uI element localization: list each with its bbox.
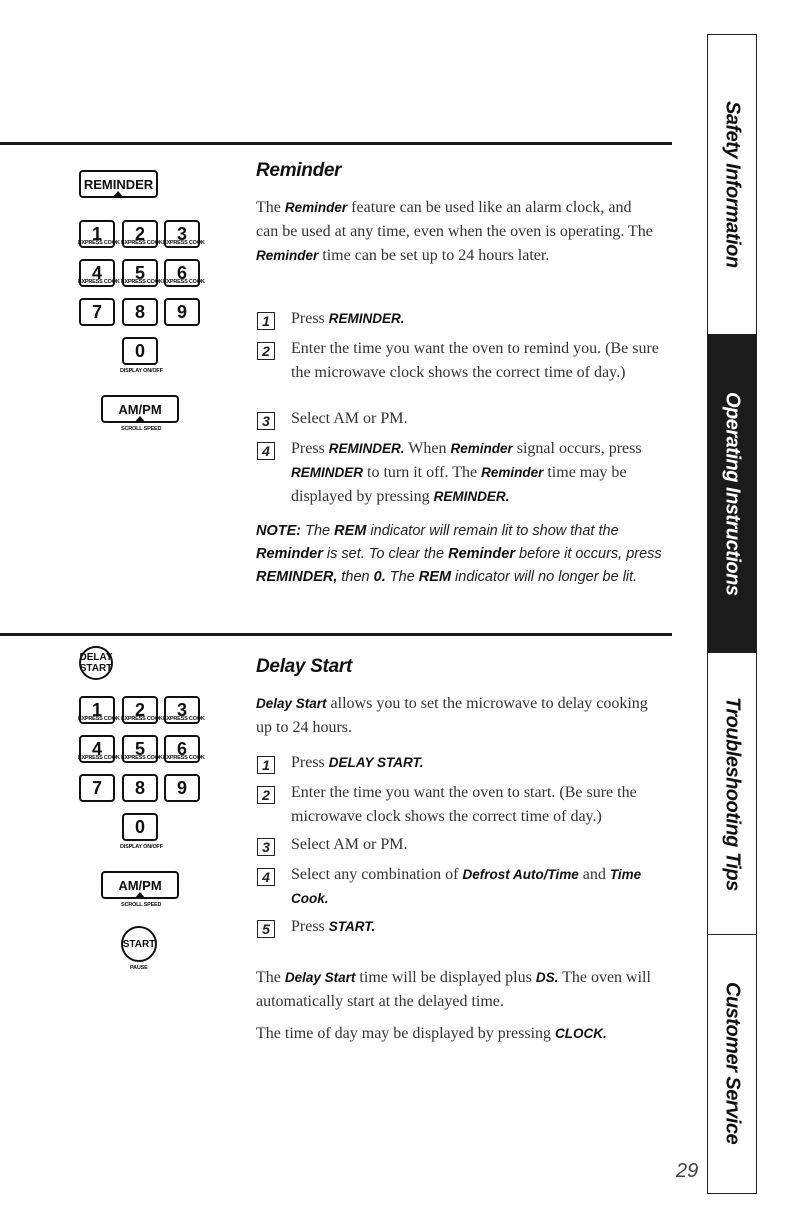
text-run: The time of day may be displayed by pressing (256, 1025, 556, 1042)
scroll-speed-label: SCROLL SPEED (121, 426, 162, 432)
emphasis-term: REMINDER. (328, 441, 405, 456)
digit-key-0[interactable]: 0 (122, 813, 158, 841)
text-run: The oven will automatically start at the delayed time. (256, 969, 651, 1010)
emphasis-term: Delay Start (284, 970, 356, 985)
emphasis-term: Reminder (284, 200, 348, 215)
digit-key-2[interactable]: 2 (122, 696, 158, 724)
am-pm-key[interactable]: AM/PM (101, 871, 179, 899)
text-run: The (256, 969, 285, 986)
express-cook-label: EXPRESS COOK (121, 755, 163, 761)
express-cook-label: EXPRESS COOK (78, 279, 120, 285)
express-cook-label: EXPRESS COOK (78, 716, 120, 722)
text-run: Press (291, 440, 329, 457)
text-run: Press (291, 918, 329, 935)
reminder-heading: Reminder (256, 160, 342, 181)
delay-step-5 (291, 915, 671, 939)
delay-start-display-paragraph (256, 966, 666, 1014)
express-cook-label: EXPRESS COOK (78, 755, 120, 761)
digit-key-0[interactable]: 0 (122, 337, 158, 365)
emphasis-term: Time Cook. (291, 867, 642, 906)
text-run: The (256, 199, 285, 216)
emphasis-term: 0. (373, 569, 386, 585)
emphasis-term: Reminder (256, 248, 319, 263)
emphasis-term: Defrost Auto/Time (462, 867, 579, 882)
emphasis-term: Delay Start (256, 696, 327, 711)
emphasis-term: REMINDER. (433, 489, 510, 504)
step-number-icon: 2 (257, 786, 275, 804)
digit-key-6[interactable]: 6 (164, 259, 200, 287)
section-divider-middle (0, 633, 672, 636)
emphasis-term: START. (328, 919, 376, 934)
delay-step-1 (291, 751, 671, 775)
text-run: The (385, 569, 419, 585)
emphasis-term: REMINDER, (256, 569, 338, 585)
step-number-icon: 2 (257, 342, 275, 360)
key-indicator-icon (134, 892, 146, 899)
digit-key-8[interactable]: 8 (122, 298, 158, 326)
section-tabs (707, 34, 757, 1194)
text-run: feature can be used like an alarm clock, and can be used at any time, even when the oven is operating. The (256, 199, 653, 240)
text-run: Select any combination of (291, 866, 463, 883)
text-run: before it occurs, press (514, 546, 662, 562)
emphasis-term: REM (334, 523, 367, 539)
text-run: time will be displayed plus (355, 969, 536, 986)
express-cook-label: EXPRESS COOK (78, 240, 120, 246)
digit-key-9[interactable]: 9 (164, 298, 200, 326)
digit-key-4[interactable]: 4 (79, 259, 115, 287)
digit-key-4[interactable]: 4 (79, 735, 115, 763)
step-number-icon: 3 (257, 838, 275, 856)
tab-safety-information[interactable]: Safety Information (708, 35, 756, 335)
reminder-step-2 (291, 337, 671, 385)
step-number-icon: 1 (257, 312, 275, 330)
express-cook-label: EXPRESS COOK (163, 240, 205, 246)
text-run: Press (291, 754, 329, 771)
emphasis-term: CLOCK. (555, 1026, 607, 1041)
emphasis-term: REM (418, 569, 452, 585)
step-number-icon: 5 (257, 920, 275, 938)
text-run: When (404, 440, 451, 457)
text-run: and (578, 866, 610, 883)
reminder-note (256, 520, 666, 589)
delay-step-3 (291, 833, 671, 857)
text-run: Select AM or PM. (291, 836, 408, 853)
digit-key-6[interactable]: 6 (164, 735, 200, 763)
digit-key-5[interactable]: 5 (122, 735, 158, 763)
express-cook-label: EXPRESS COOK (163, 716, 205, 722)
section-divider-top (0, 142, 672, 145)
digit-key-7[interactable]: 7 (79, 774, 115, 802)
text-run: signal occurs, press (512, 440, 642, 457)
delay-step-2 (291, 781, 681, 829)
reminder-step-3 (291, 407, 671, 431)
text-run: indicator will no longer be lit. (451, 569, 638, 585)
display-on-off-label: DISPLAY ON/OFF (120, 368, 163, 374)
clock-display-paragraph (256, 1022, 666, 1046)
digit-key-5[interactable]: 5 (122, 259, 158, 287)
emphasis-term: Reminder (481, 465, 544, 480)
text-run: time may be displayed by pressing (291, 464, 627, 505)
emphasis-term: Reminder (450, 441, 513, 456)
digit-key-8[interactable]: 8 (122, 774, 158, 802)
text-run: Select AM or PM. (291, 410, 408, 427)
text-run: time can be set up to 24 hours later. (318, 247, 550, 264)
start-key[interactable]: START (121, 926, 157, 962)
am-pm-key[interactable]: AM/PM (101, 395, 179, 423)
text-run: to turn it off. The (363, 464, 482, 481)
text-run: is set. To clear the (322, 546, 449, 562)
delay-start-key[interactable] (79, 646, 113, 680)
delay-start-intro (256, 692, 656, 740)
key-indicator-icon (134, 416, 146, 423)
express-cook-label: EXPRESS COOK (163, 755, 205, 761)
delay-start-heading: Delay Start (256, 656, 352, 677)
tab-troubleshooting-tips[interactable]: Troubleshooting Tips (708, 653, 756, 935)
text-run: then (337, 569, 374, 585)
express-cook-label: EXPRESS COOK (121, 279, 163, 285)
display-on-off-label: DISPLAY ON/OFF (120, 844, 163, 850)
express-cook-label: EXPRESS COOK (121, 240, 163, 246)
text-run: Press (291, 310, 329, 327)
step-number-icon: 1 (257, 756, 275, 774)
reminder-step-1 (291, 307, 671, 331)
digit-key-7[interactable]: 7 (79, 298, 115, 326)
emphasis-term: DS. (535, 970, 559, 985)
key-label: DELAY (79, 652, 113, 663)
step-number-icon: 4 (257, 868, 275, 886)
pause-label: PAUSE (130, 965, 148, 971)
emphasis-term: NOTE: (256, 523, 302, 539)
step-number-icon: 4 (257, 442, 275, 460)
digit-key-3[interactable]: 3 (164, 696, 200, 724)
digit-key-3[interactable]: 3 (164, 220, 200, 248)
express-cook-label: EXPRESS COOK (121, 716, 163, 722)
express-cook-label: EXPRESS COOK (163, 279, 205, 285)
digit-key-2[interactable]: 2 (122, 220, 158, 248)
reminder-key[interactable]: REMINDER (79, 170, 158, 198)
tab-operating-instructions[interactable]: Operating Instructions (708, 335, 756, 653)
scroll-speed-label: SCROLL SPEED (121, 902, 162, 908)
emphasis-term: Reminder (448, 546, 515, 562)
key-indicator-icon (112, 191, 124, 198)
reminder-step-4 (291, 437, 671, 509)
digit-key-1[interactable]: 1 (79, 696, 115, 724)
page-number: 29 (676, 1160, 699, 1182)
delay-step-4 (291, 863, 671, 911)
key-label: START (79, 663, 113, 674)
text-run: The (301, 523, 335, 539)
text-run: allows you to set the microwave to delay cooking up to 24 hours. (256, 695, 648, 736)
digit-key-1[interactable]: 1 (79, 220, 115, 248)
reminder-intro (256, 196, 656, 268)
emphasis-term: REMINDER (291, 465, 364, 480)
tab-customer-service[interactable]: Customer Service (721, 982, 744, 1145)
emphasis-term: REMINDER. (328, 311, 405, 326)
text-run: Enter the time you want the oven to start. (Be sure the microwave clock shows the correct time of day.) (291, 784, 637, 825)
emphasis-term: Reminder (256, 546, 323, 562)
emphasis-term: DELAY START. (328, 755, 424, 770)
text-run: indicator will remain lit to show that the (366, 523, 619, 539)
digit-key-9[interactable]: 9 (164, 774, 200, 802)
text-run: Enter the time you want the oven to remind you. (Be sure the microwave clock shows the correct time of day.) (291, 340, 659, 381)
step-number-icon: 3 (257, 412, 275, 430)
